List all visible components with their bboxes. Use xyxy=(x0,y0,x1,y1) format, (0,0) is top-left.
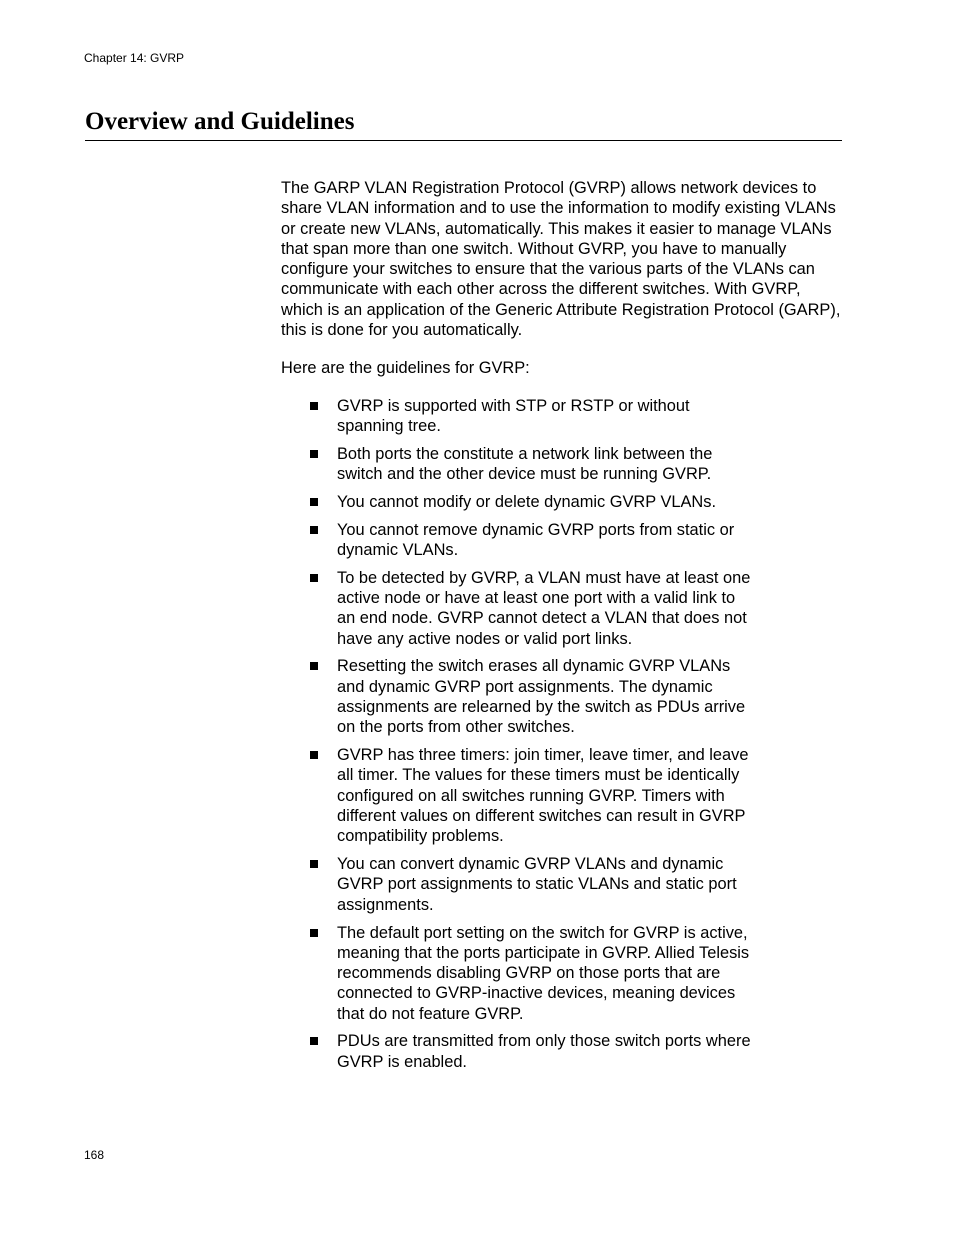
guideline-text: To be detected by GVRP, a VLAN must have at least one active node or have at least one port with a valid link to an end node. GVRP cannot detect a VLAN that does not have any active nodes or valid port links. xyxy=(337,568,751,648)
guideline-item xyxy=(281,520,757,561)
square-bullet-icon xyxy=(310,574,318,582)
guideline-text: You cannot modify or delete dynamic GVRP VLANs. xyxy=(337,492,717,511)
page-number: 168 xyxy=(84,1148,105,1162)
square-bullet-icon xyxy=(310,751,318,759)
body-column xyxy=(281,178,847,1080)
guidelines-intro: Here are the guidelines for GVRP: xyxy=(281,359,530,378)
guideline-item xyxy=(281,923,757,1024)
guideline-text: Both ports the constitute a network link between the switch and the other device must be running GVRP. xyxy=(337,444,713,484)
square-bullet-icon xyxy=(310,929,318,937)
overview-paragraph: The GARP VLAN Registration Protocol (GVRP) allows network devices to share VLAN information and to use the information to modify existing VLANs or create new VLANs, automatically. This makes it easier to manage VLANs that span more than one switch. Without GVRP, you have to manually configure your switches to ensure that the various parts of the VLANs can communicate with each other across the different switches. With GVRP, which is an application of the Generic Attribute Registration Protocol (GARP), this is done for you automatically. xyxy=(281,179,841,340)
guideline-item xyxy=(281,745,757,846)
square-bullet-icon xyxy=(310,498,318,506)
square-bullet-icon xyxy=(310,402,318,410)
guideline-item xyxy=(281,656,757,737)
guideline-text: Resetting the switch erases all dynamic GVRP VLANs and dynamic GVRP port assignments. The dynamic assignments are relearned by the switch as PDUs arrive on the ports from other switches. xyxy=(337,657,746,737)
guideline-text: GVRP is supported with STP or RSTP or without spanning tree. xyxy=(337,396,690,435)
guideline-item xyxy=(281,492,757,512)
section-title: Overview and Guidelines xyxy=(85,108,355,135)
square-bullet-icon xyxy=(310,526,318,534)
guideline-text: You can convert dynamic GVRP VLANs and dynamic GVRP port assignments to static VLANs and static port assignments. xyxy=(337,855,737,914)
guideline-text: PDUs are transmitted from only those switch ports where GVRP is enabled. xyxy=(337,1032,751,1071)
guideline-text: The default port setting on the switch for GVRP is active, meaning that the ports participate in GVRP. Allied Telesis recommends disabling GVRP on those ports that are connected to GVRP-inactive devices, meaning devices that do not feature GVRP. xyxy=(337,923,750,1023)
guidelines-list xyxy=(281,396,847,1072)
square-bullet-icon xyxy=(310,662,318,670)
guideline-text: GVRP has three timers: join timer, leave timer, and leave all timer. The values for these timers must be identically configured on all switches running GVRP. Timers with different values on different switches can result in GVRP compatibility problems. xyxy=(337,746,749,846)
guideline-item xyxy=(281,444,757,485)
guideline-item xyxy=(281,1031,757,1072)
guideline-item xyxy=(281,854,757,915)
square-bullet-icon xyxy=(310,1037,318,1045)
guideline-item xyxy=(281,396,757,437)
square-bullet-icon xyxy=(310,860,318,868)
guideline-text: You cannot remove dynamic GVRP ports from static or dynamic VLANs. xyxy=(337,520,735,559)
square-bullet-icon xyxy=(310,450,318,458)
title-rule xyxy=(85,140,842,141)
running-header: Chapter 14: GVRP xyxy=(84,51,185,65)
guideline-item xyxy=(281,568,757,649)
